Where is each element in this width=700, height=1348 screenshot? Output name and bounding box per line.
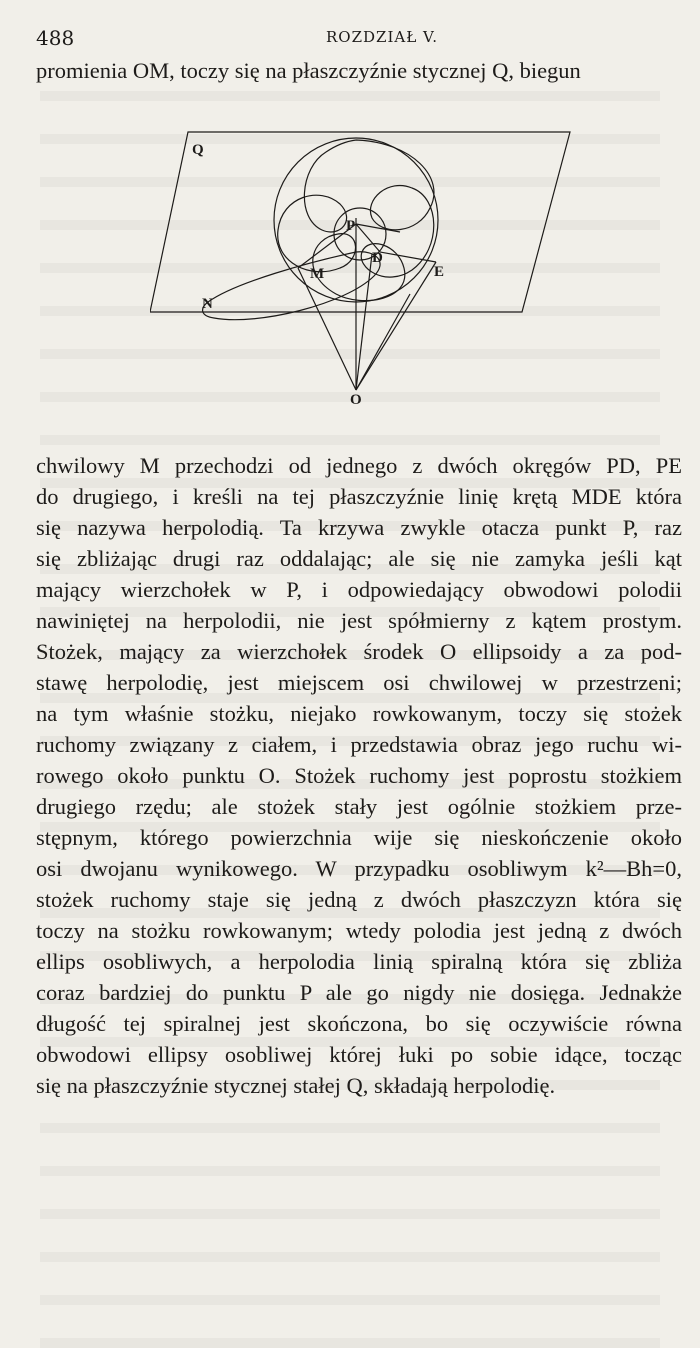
chapter-title: ROZDZIAŁ V.	[326, 28, 439, 46]
label-m: M	[310, 266, 325, 282]
text-line: stępnym, którego powierzchnia wije się nieskończenie około	[36, 825, 682, 850]
text-line: drugiego rzędu; ale stożek stały jest ogólnie stożkiem prze-	[36, 794, 682, 819]
text-line: się nazywa herpolodią. Ta krzywa zwykle otacza punkt P, raz	[36, 515, 682, 540]
page-number: 488	[36, 26, 75, 50]
label-p: P	[346, 218, 356, 234]
label-d: D	[372, 250, 383, 266]
text-line: do drugiego, i kreśli na tej płaszczyźnie linię krętą MDE która	[36, 484, 682, 509]
text-line: ruchomy związany z ciałem, i przedstawia obraz jego ruchu wi-	[36, 732, 682, 757]
text-line: się na płaszczyźnie stycznej stałej Q, składają herpolodię.	[36, 1073, 556, 1098]
running-header	[36, 26, 676, 50]
text-line: osi dwojanu wynikowego. W przypadku osobliwym k²—Bh=0,	[36, 856, 682, 881]
text-line: toczy na stożku rowkowanym; wtedy polodia jest jedną z dwóch	[36, 918, 682, 943]
label-q: Q	[192, 142, 204, 158]
tangent-plane-q	[150, 132, 570, 312]
label-e: E	[434, 264, 445, 280]
text-line: na tym właśnie stożku, niejako rowkowanym, toczy się stożek	[36, 701, 682, 726]
text-line: mający wierzchołek w P, i odpowiedający obwodowi polodii	[36, 577, 682, 602]
text-line: nawiniętej na herpolodii, nie jest spółmierny z kątem prostym.	[36, 608, 682, 633]
label-n: N	[202, 296, 213, 312]
text-line: długość tej spiralnej jest skończona, bo się oczywiście równa	[36, 1011, 682, 1036]
body-text	[36, 450, 682, 1101]
intro-line: promienia OM, toczy się na płaszczyźnie stycznej Q, biegun	[36, 58, 581, 83]
text-line: obwodowi ellipsy osobliwej której łuki po sobie idące, tocząc	[36, 1042, 682, 1067]
text-line: się zbliżając drugi raz oddalając; ale się nie zamyka jeśli kąt	[36, 546, 682, 571]
text-line: coraz bardziej do punktu P ale go nigdy nie dosięga. Jednakże	[36, 980, 682, 1005]
text-line: Stożek, mający za wierzchołek środek O ellipsoidy a za pod-	[36, 639, 682, 664]
label-o: O	[350, 392, 362, 408]
text-line: stawę herpolodię, jest miejscem osi chwilowej w przestrzeni;	[36, 670, 682, 695]
text-line: chwilowy M przechodzi od jednego z dwóch okręgów PD, PE	[36, 453, 682, 478]
text-line: stożek ruchomy staje się jedną z dwóch płaszczyzn która się	[36, 887, 682, 912]
text-line: rowego około punktu O. Stożek ruchomy jest poprostu stożkiem	[36, 763, 682, 788]
herpolodia-figure	[150, 112, 600, 432]
text-line: ellips osobliwych, a herpolodia linią spiralną która się zbliża	[36, 949, 682, 974]
